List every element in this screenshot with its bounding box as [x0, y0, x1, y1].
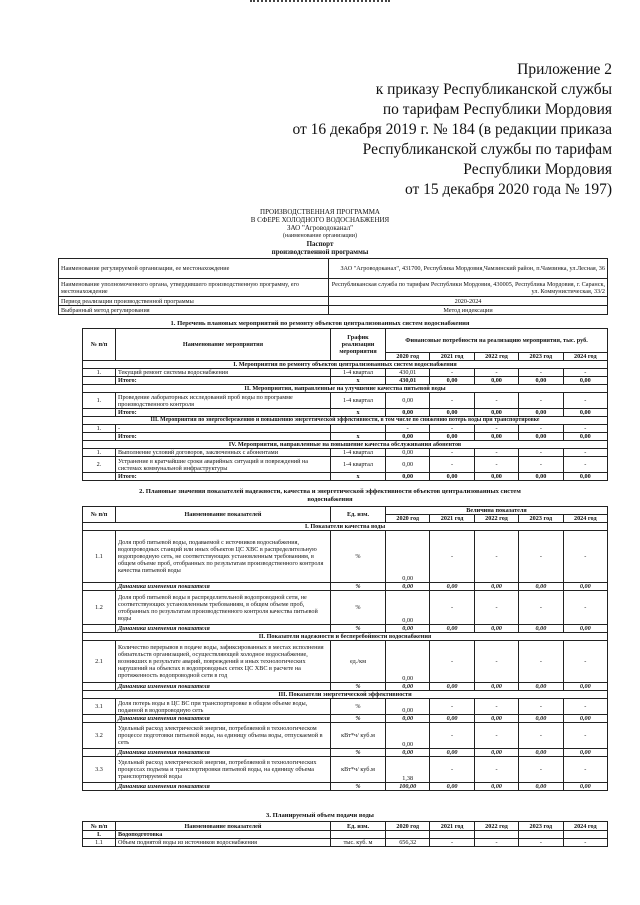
row-schedule: 1-4 квартал	[331, 449, 386, 457]
row-num: 2.	[83, 457, 116, 473]
total-value: 0,00	[474, 473, 518, 481]
table-row	[83, 839, 608, 847]
row-value: 0,00	[386, 531, 430, 583]
dynamics-unit: %	[331, 683, 386, 691]
row-num: 1.1	[83, 839, 116, 847]
scan-top-mark	[250, 0, 390, 6]
row-value: -	[474, 457, 518, 473]
total-schedule: x	[331, 433, 386, 441]
row-value: -	[519, 457, 563, 473]
program-title-block	[0, 208, 640, 256]
passport-row	[59, 259, 608, 279]
total-label: Итого:	[116, 473, 331, 481]
row-name: Текущий ремонт системы водоснабжения	[116, 369, 331, 377]
year-header: 2023 год	[519, 515, 563, 523]
year-header: 2020 год	[386, 822, 430, 831]
total-value: 0,00	[474, 409, 518, 417]
col-finance-header: Финансовые потребности на реализацию мероприятия, тыс. руб.	[386, 329, 608, 353]
table-row	[83, 591, 608, 625]
row-value: -	[519, 449, 563, 457]
total-value: 0,00	[563, 473, 607, 481]
dynamics-label: Динамика изменения показателя	[116, 783, 331, 791]
passport-title: Паспорт	[306, 240, 334, 248]
row-value: 0,00	[386, 641, 430, 683]
row-schedule	[331, 425, 386, 433]
section3-title: 3. Планируемый объем подачи воды	[266, 812, 374, 819]
row-value: -	[474, 425, 518, 433]
col-name-header: Наименование мероприятия	[116, 329, 331, 361]
col-num-header: № п/п	[83, 507, 116, 523]
dynamics-value: 0,00	[386, 625, 430, 633]
section2-title: 2. Плановые значения показателей надежности, качества и энергетической эффективности объектов централизованных систем водоснабжения	[139, 488, 521, 503]
total-value: 0,00	[519, 433, 563, 441]
total-schedule: x	[331, 377, 386, 385]
passport-row	[59, 297, 608, 306]
header-line: Республики Мордовия	[463, 161, 612, 178]
dynamics-label: Динамика изменения показателя	[116, 749, 331, 757]
total-value: 0,00	[474, 377, 518, 385]
header-line: к приказу Республиканской службы	[375, 81, 612, 98]
dynamics-value: 0,00	[430, 715, 474, 723]
row-value: -	[519, 425, 563, 433]
group-title: I. Мероприятия по ремонту объектов централизованных систем водоснабжения	[83, 361, 608, 369]
row-value: -	[563, 699, 607, 715]
group-title: I. Показатели качества воды	[83, 523, 608, 531]
row-value: -	[474, 531, 518, 583]
group-title-row	[83, 523, 608, 531]
dynamics-value: 0,00	[430, 583, 474, 591]
row-value: 0,00	[386, 723, 430, 749]
dynamics-value: 0,00	[519, 683, 563, 691]
row-num: 2.1	[83, 641, 116, 683]
total-value: 0,00	[430, 409, 474, 417]
row-value: -	[474, 723, 518, 749]
passport-value: ЗАО "Агроводоканал", 431700, Республика Мордовия,Чамзинский район, п.Чамзинка, ул.Лесная, 36	[329, 259, 608, 279]
total-row	[83, 473, 608, 481]
row-schedule: 1-4 квартал	[331, 369, 386, 377]
row-value: -	[563, 591, 607, 625]
table-row	[83, 531, 608, 583]
dynamics-value: 0,00	[563, 583, 607, 591]
row-value: -	[430, 457, 474, 473]
row-unit: кВт*ч/ куб.м	[331, 723, 386, 749]
row-value: -	[563, 369, 607, 377]
dynamics-value: 0,00	[430, 683, 474, 691]
row-value: -	[474, 449, 518, 457]
row-name: Доля потерь воды в ЦС ВС при транспортировке в общем объеме воды, поданной в водопроводную сеть	[116, 699, 331, 715]
total-schedule: x	[331, 409, 386, 417]
row-name: Устранение в кратчайшие сроки аварийных ситуаций и повреждений на системах коммунальной инфраструктуры	[116, 457, 331, 473]
year-header: 2024 год	[563, 515, 607, 523]
row-unit: тыс. куб. м	[331, 839, 386, 847]
dynamics-value: 0,00	[519, 715, 563, 723]
dynamics-value: 0,00	[519, 749, 563, 757]
row-unit: кВт*ч/ куб.м	[331, 757, 386, 783]
row-name: Объем поднятой воды из источников водоснабжения	[116, 839, 331, 847]
program-sphere: В СФЕРЕ ХОЛОДНОГО ВОДОСНАБЖЕНИЯ	[250, 216, 390, 224]
row-num: 1.1	[83, 531, 116, 583]
row-value: -	[563, 457, 607, 473]
row-value: -	[430, 425, 474, 433]
group-title: IV. Мероприятия, направленные на повышение качества обслуживания абонентов	[83, 441, 608, 449]
header-line: Республиканской службы по тарифам	[362, 141, 612, 158]
row-value: -	[519, 591, 563, 625]
total-value: 0,00	[386, 433, 430, 441]
dynamics-value: 0,00	[474, 625, 518, 633]
passport-value: Республиканская служба по тарифам Республики Мордовия, 430005, Республика Мордовия, г. Саранск, ул. Коммунистическая, 33/2	[329, 279, 608, 297]
dynamics-value: 0,00	[519, 583, 563, 591]
group-num: I.	[83, 831, 116, 839]
dynamics-value: 0,00	[430, 749, 474, 757]
total-value: 0,00	[430, 377, 474, 385]
row-value: -	[563, 393, 607, 409]
dynamics-value: 0,00	[430, 625, 474, 633]
total-label: Итого:	[116, 409, 331, 417]
organization-name: ЗАО "Агроводоканал"	[286, 224, 354, 232]
dynamics-value: 0,00	[386, 749, 430, 757]
dynamics-unit: %	[331, 625, 386, 633]
total-value: 0,00	[519, 409, 563, 417]
row-value: -	[563, 723, 607, 749]
dynamics-label: Динамика изменения показателя	[116, 683, 331, 691]
row-value: -	[430, 699, 474, 715]
row-value: -	[430, 839, 474, 847]
table-row	[83, 699, 608, 715]
appendix-header	[232, 60, 612, 200]
year-header: 2021 год	[430, 822, 474, 831]
row-num: 1.	[83, 393, 116, 409]
total-label: Итого:	[116, 433, 331, 441]
row-unit: %	[331, 699, 386, 715]
row-value: -	[430, 393, 474, 409]
row-value: 656,32	[386, 839, 430, 847]
row-unit: ед./км	[331, 641, 386, 683]
row-value: -	[519, 723, 563, 749]
total-value: 0,00	[386, 473, 430, 481]
passport-row	[59, 306, 608, 315]
row-value: -	[563, 425, 607, 433]
organization-note: (наименование организации)	[283, 233, 357, 239]
dynamics-value: 0,00	[386, 583, 430, 591]
row-value: -	[519, 531, 563, 583]
year-header: 2022 год	[474, 822, 518, 831]
group-title: III. Мероприятия по энергосбережению и повышению энергетической эффективности, в том числе по снижению потерь воды при транспортировке	[83, 417, 608, 425]
total-schedule: x	[331, 473, 386, 481]
header-line: от 15 декабря 2020 года № 197)	[404, 181, 612, 198]
dynamics-value: 0,00	[386, 683, 430, 691]
passport-value: 2020-2024	[329, 297, 608, 306]
row-num: 1.	[83, 449, 116, 457]
total-value: 0,00	[386, 409, 430, 417]
dynamics-value: 0,00	[563, 715, 607, 723]
row-value: -	[474, 591, 518, 625]
row-name: Проведение лабораторных исследований проб воды по программе производственного контроля	[116, 393, 331, 409]
col-unit-header: Ед. изм.	[331, 507, 386, 523]
passport-row	[59, 279, 608, 297]
row-value: -	[563, 641, 607, 683]
total-row	[83, 377, 608, 385]
group-title: III. Показатели энергетической эффективности	[83, 691, 608, 699]
section1-title: 1. Перечень плановых мероприятий по ремонту объектов централизованных систем водоснабжения	[170, 320, 470, 327]
row-num: 3.3	[83, 757, 116, 783]
row-value: 0,00	[386, 699, 430, 715]
dynamics-row	[83, 783, 608, 791]
header-line: Приложение 2	[517, 61, 612, 78]
dynamics-unit: %	[331, 583, 386, 591]
row-unit: %	[331, 591, 386, 625]
row-value: -	[519, 699, 563, 715]
total-row	[83, 409, 608, 417]
row-name: Количество перерывов в подаче воды, зафиксированных в местах исполнения обязательств организацией, осуществляющей холодное водоснабжение, возникших в результате аварий, повреждений и иных технологических нарушений на объектах в водопроводных сетях ЦС ХВС в расчете на протяженность водопроводной сети в год	[116, 641, 331, 683]
group-title-row	[83, 385, 608, 393]
dynamics-unit: %	[331, 749, 386, 757]
group-row	[83, 831, 608, 839]
row-value: -	[519, 839, 563, 847]
row-num: 3.2	[83, 723, 116, 749]
dynamics-value: 0,00	[563, 749, 607, 757]
row-value: 430,01	[386, 369, 430, 377]
row-value: -	[519, 393, 563, 409]
row-value: -	[474, 757, 518, 783]
section1-table	[82, 328, 608, 481]
header-line: по тарифам Республики Мордовия	[382, 101, 612, 118]
row-value: -	[430, 723, 474, 749]
dynamics-label: Динамика изменения показателя	[116, 583, 331, 591]
row-value: -	[563, 531, 607, 583]
row-value: 1,38	[386, 757, 430, 783]
total-value: 0,00	[474, 433, 518, 441]
passport-label: Выбранный метод регулирования	[59, 306, 329, 315]
section3-table	[82, 821, 608, 847]
dynamics-value: 0,00	[474, 715, 518, 723]
col-schedule-header: График реализации мероприятия	[331, 329, 386, 361]
row-value: -	[430, 531, 474, 583]
dynamics-value: 0,00	[474, 783, 518, 791]
total-value: 0,00	[563, 377, 607, 385]
dynamics-unit: %	[331, 783, 386, 791]
row-value: -	[386, 425, 430, 433]
group-title-row	[83, 633, 608, 641]
table-row	[83, 757, 608, 783]
year-header: 2024 год	[563, 353, 607, 361]
row-value: -	[430, 757, 474, 783]
year-header: 2023 год	[519, 822, 563, 831]
dynamics-value: 0,00	[474, 583, 518, 591]
col-values-header: Величина показателя	[386, 507, 608, 515]
row-name: Доля проб питьевой воды в распределительной водопроводной сети, не соответствующих установленным требованиям, в общем объеме проб, отобранных по результатам производственного контроля качества питьевой воды	[116, 591, 331, 625]
total-value: 0,00	[430, 433, 474, 441]
passport-subtitle: производственной программы	[271, 248, 369, 256]
row-value: 0,00	[386, 591, 430, 625]
row-unit: %	[331, 531, 386, 583]
total-value: 0,00	[519, 473, 563, 481]
table-row	[83, 641, 608, 683]
row-value: -	[474, 839, 518, 847]
dynamics-value: 0,00	[519, 625, 563, 633]
total-value: 0,00	[563, 433, 607, 441]
row-value: 0,00	[386, 393, 430, 409]
table-header-row	[83, 507, 608, 515]
dynamics-unit: %	[331, 715, 386, 723]
col-num-header: № п/п	[83, 822, 116, 831]
header-line: от 16 декабря 2019 г. № 184 (в редакции приказа	[292, 121, 612, 138]
table-row	[83, 425, 608, 433]
group-title-row	[83, 417, 608, 425]
group-title: II. Мероприятия, направленные на улучшение качества питьевой воды	[83, 385, 608, 393]
row-value: -	[430, 591, 474, 625]
year-header: 2021 год	[430, 353, 474, 361]
dynamics-value: 0,00	[430, 783, 474, 791]
dynamics-label: Динамика изменения показателя	[116, 625, 331, 633]
table-header-row	[83, 329, 608, 353]
total-label: Итого:	[116, 377, 331, 385]
total-value: 0,00	[430, 473, 474, 481]
year-header: 2020 год	[386, 353, 430, 361]
row-value: -	[563, 839, 607, 847]
row-value: -	[519, 757, 563, 783]
row-value: -	[430, 449, 474, 457]
dynamics-row	[83, 683, 608, 691]
row-name: -	[116, 425, 331, 433]
dynamics-value: 0,00	[474, 749, 518, 757]
group-title-row	[83, 441, 608, 449]
dynamics-value: 0,00	[563, 683, 607, 691]
total-value: 430,01	[386, 377, 430, 385]
passport-table	[58, 258, 608, 315]
table-row	[83, 457, 608, 473]
year-header: 2022 год	[474, 353, 518, 361]
row-value: 0,00	[386, 457, 430, 473]
passport-label: Период реализации производственной программы	[59, 297, 329, 306]
row-name: Выполнение условий договоров, заключенных с абонентами	[116, 449, 331, 457]
row-num: 3.1	[83, 699, 116, 715]
table-row	[83, 393, 608, 409]
program-title: ПРОИЗВОДСТВЕННАЯ ПРОГРАММА	[260, 208, 380, 216]
dynamics-row	[83, 625, 608, 633]
total-value: 0,00	[519, 377, 563, 385]
row-name: Доля проб питьевой воды, подаваемой с источников водоснабжения, водопроводных станций или иных объектов ЦС ХВС в распределительную водопроводную сеть, не соответствующих установленным требованиям, в общем объеме проб, отобранных по результатам производственного контроля качества питьевой воды	[116, 531, 331, 583]
total-row	[83, 433, 608, 441]
year-header: 2023 год	[519, 353, 563, 361]
dynamics-row	[83, 749, 608, 757]
group-title-row	[83, 691, 608, 699]
dynamics-value: 0,00	[386, 715, 430, 723]
row-value: -	[474, 641, 518, 683]
table-header-row	[83, 822, 608, 831]
row-schedule: 1-4 квартал	[331, 457, 386, 473]
row-name: Удельный расход электрической энергии, потребляемой в технологическом процессе подготовки питьевой воды, на единицу объема воды, отпускаемой в сеть	[116, 723, 331, 749]
row-value: -	[563, 449, 607, 457]
section2-table	[82, 506, 608, 791]
row-value: -	[430, 641, 474, 683]
group-title: II. Показатели надежности и бесперебойности водоснабжения	[83, 633, 608, 641]
row-value: -	[519, 369, 563, 377]
passport-label: Наименование регулируемой организации, ее местонахождение	[59, 259, 329, 279]
col-name-header: Наименование показателей	[116, 507, 331, 523]
row-value: -	[563, 757, 607, 783]
col-name-header: Наименование показателей	[116, 822, 331, 831]
row-value: 0,00	[386, 449, 430, 457]
group-title-row	[83, 361, 608, 369]
row-value: -	[519, 641, 563, 683]
group-name: Водоподготовка	[116, 831, 331, 839]
dynamics-value: 0,00	[563, 625, 607, 633]
passport-label: Наименование уполномоченного органа, утвердившего производственную программу, его местонахождение	[59, 279, 329, 297]
year-header: 2024 год	[563, 822, 607, 831]
passport-value: Метод индексации	[329, 306, 608, 315]
row-name: Удельный расход электрической энергии, потребляемой в технологических процессах подъема и транспортировки питьевой воды, на единицу объема транспортируемой воды	[116, 757, 331, 783]
table-row	[83, 449, 608, 457]
dynamics-value: 0,00	[519, 783, 563, 791]
total-value: 0,00	[563, 409, 607, 417]
dynamics-row	[83, 583, 608, 591]
dynamics-value: 100,00	[386, 783, 430, 791]
row-num: 1.	[83, 369, 116, 377]
table-row	[83, 723, 608, 749]
row-schedule: 1-4 квартал	[331, 393, 386, 409]
year-header: 2022 год	[474, 515, 518, 523]
dynamics-value: 0,00	[563, 783, 607, 791]
table-row	[83, 369, 608, 377]
row-num: 1.2	[83, 591, 116, 625]
row-value: -	[474, 369, 518, 377]
col-num-header: № п/п	[83, 329, 116, 361]
dynamics-label: Динамика изменения показателя	[116, 715, 331, 723]
year-header: 2021 год	[430, 515, 474, 523]
row-value: -	[430, 369, 474, 377]
row-value: -	[474, 699, 518, 715]
row-value: -	[474, 393, 518, 409]
dynamics-value: 0,00	[474, 683, 518, 691]
row-num: 1.	[83, 425, 116, 433]
col-unit-header: Ед. изм.	[331, 822, 386, 831]
year-header: 2020 год	[386, 515, 430, 523]
dynamics-row	[83, 715, 608, 723]
